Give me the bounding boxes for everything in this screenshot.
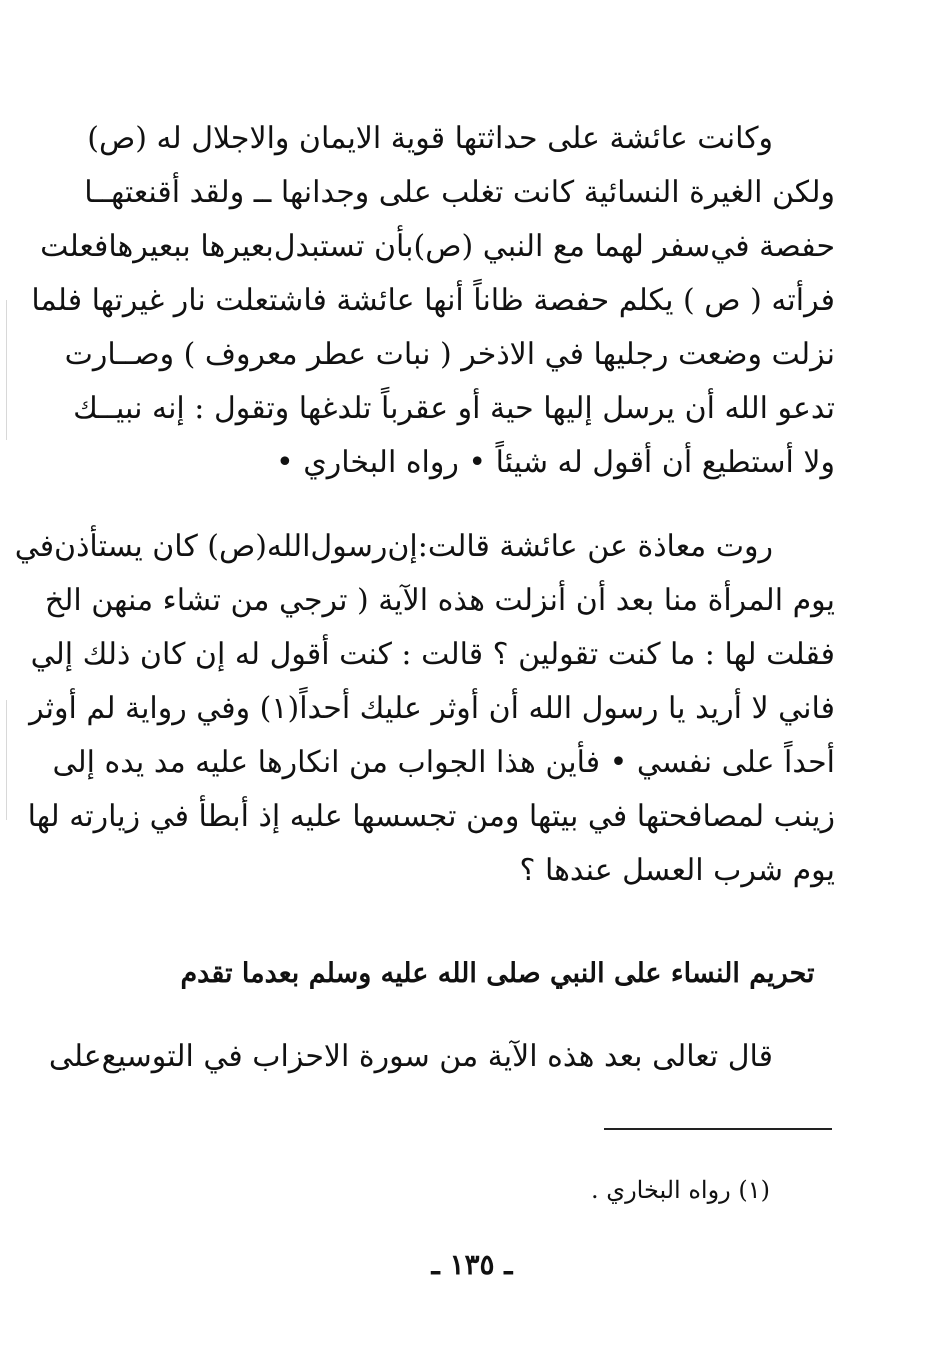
scan-edge-mark bbox=[6, 700, 7, 820]
paragraph-line: فرأته ( ص ) يكلم حفصة ظاناً أنها عائشة فاشتعلت نار غيرتها فلما bbox=[31, 283, 835, 318]
scan-edge-mark bbox=[6, 300, 7, 440]
paragraph-line: ولا أستطيع أن أقول له شيئاً • رواه البخاري • bbox=[276, 445, 835, 480]
paragraph-line: يوم شرب العسل عندها ؟ bbox=[519, 853, 835, 888]
paragraph-line: حفصة في‌سفر لهما مع النبي (ص)بأن تستبدل‌بعيرها ببعيرهافعلت bbox=[40, 229, 835, 264]
paragraph-line: زينب لمصافحتها في بيتها ومن تجسسها عليه إذ أبطأ في زيارته لها bbox=[27, 799, 835, 834]
paragraph-line: روت معاذة عن عائشة قالت:إن‌رسول‌الله(ص) كان يستأذن‌في bbox=[14, 529, 773, 564]
intro-line: قال تعالى بعد هذه الآية من سورة الاحزاب في التوسيع‌على bbox=[48, 1039, 773, 1074]
paragraph-line: فقلت لها : ما كنت تقولين ؟ قالت : كنت أقول له إن كان ذلك إلي bbox=[30, 637, 835, 672]
paragraph-line: فاني لا أريد يا رسول الله أن أوثر عليك أحداً(١) وفي رواية لم أوثر bbox=[29, 691, 835, 726]
paragraph-1 bbox=[31, 112, 835, 490]
paragraph-line: تدعو الله أن يرسل إليها حية أو عقرباً تلدغها وتقول : إنه نبيــك bbox=[73, 391, 835, 426]
section-heading: تحريم النساء على النبي صلى الله عليه وسلم بعدما تقدم bbox=[180, 958, 815, 989]
page-number: ـ ١٣٥ ـ bbox=[431, 1248, 513, 1281]
paragraph-line: نزلت وضعت رجليها في الاذخر ( نبات عطر معروف ) وصــارت bbox=[64, 337, 835, 372]
paragraph-2 bbox=[14, 520, 835, 898]
paragraph-line: ولكن الغيرة النسائية كانت تغلب على وجدانها ــ ولقد أقنعتهــا bbox=[84, 175, 835, 210]
paragraph-line: أحداً على نفسي • فأين هذا الجواب من انكارها عليه مد يده إلى bbox=[52, 745, 835, 780]
footnote: (١) رواه البخاري . bbox=[591, 1176, 770, 1204]
footnote-separator bbox=[604, 1128, 832, 1130]
paragraph-line: يوم المرأة منا بعد أن أنزلت هذه الآية ( ترجي من تشاء منهن الخ bbox=[44, 583, 835, 618]
paragraph-line: وكانت عائشة على حداثتها قوية الايمان والاجلال له (ص) bbox=[87, 121, 773, 156]
